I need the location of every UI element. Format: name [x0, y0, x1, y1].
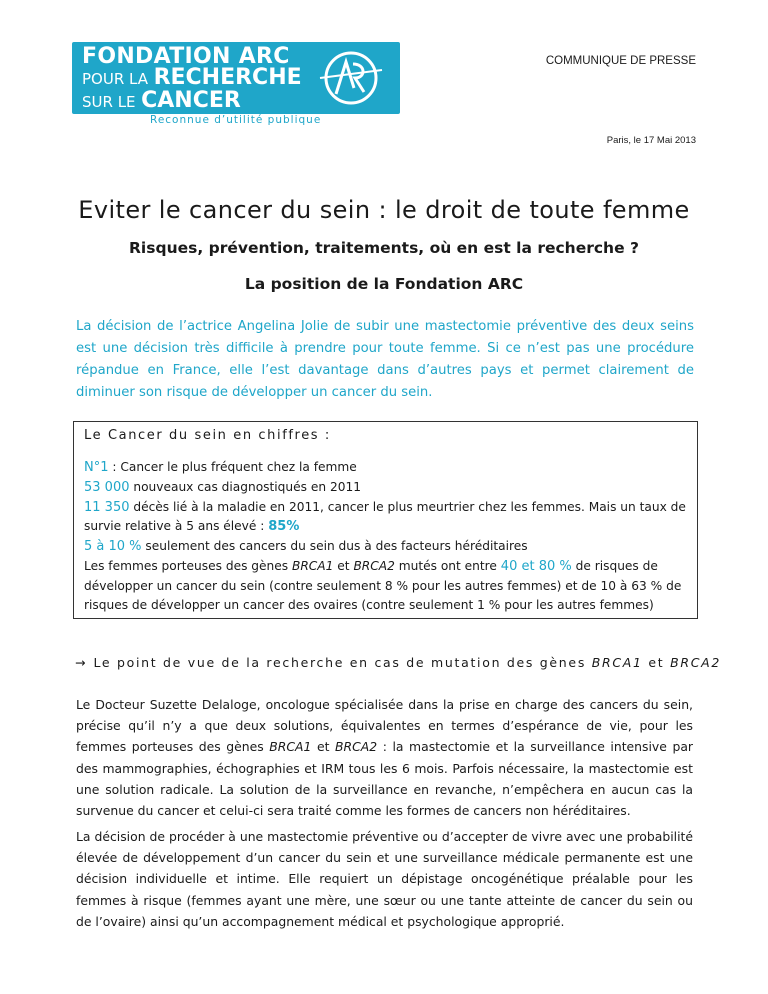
- figure-line: 53 000 nouveaux cas diagnostiqués en 2011: [84, 479, 361, 495]
- figure-line: 5 à 10 % seulement des cancers du sein dus à des facteurs héréditaires: [84, 539, 528, 555]
- logo-tagline: Reconnue d’utilité publique: [150, 114, 322, 126]
- body-paragraph: La décision de procéder à une mastectomie préventive ou d’accepter de vivre avec une probabilité élevée de développement d’un cancer du sein et une surveillance médicale permanente est une décision individuelle et intime. Elle requiert un dépistage oncogénétique préalable pour les femmes à risque (femmes ayant une mère, une sœur ou une tante atteinte de cancer du sein ou de l’ovaire) ainsi qu’un accompagnement médical et psychologique approprié.: [76, 829, 693, 929]
- logo-line-2: POUR LA RECHERCHE: [82, 65, 302, 90]
- arrow-right-icon: →: [75, 655, 86, 670]
- press-release-label: COMMUNIQUE DE PRESSE: [545, 55, 696, 67]
- page-title: Eviter le cancer du sein : le droit de toute femme: [78, 196, 690, 224]
- fondation-arc-logo: [72, 42, 402, 128]
- body-paragraph: Le Docteur Suzette Delaloge, oncologue spécialisée dans la prise en charge des cancers du sein, précise qu’il n’y a que deux solutions, équivalentes en termes d’espérance de vie, pour les femmes porteuses des gènes BRCA1 et BRCA2 : la mastectomie et la surveillance intensive par des mammographies, échographies et IRM tous les 6 mois. Parfois nécessaire, la mastectomie est une solution radicale. La solution de la surveillance en revanche, n’empêchera en aucun cas la survenue du cancer et celui-ci sera traité comme les formes de cancers non héréditaires.: [76, 697, 694, 819]
- section-heading: → Le point de vue de la recherche en cas de mutation des gènes BRCA1 et BRCA2: [75, 655, 722, 670]
- subtitle-position: La position de la Fondation ARC: [244, 275, 524, 293]
- logo-line-1: FONDATION ARC: [82, 44, 290, 69]
- arc-emblem-icon: [312, 48, 390, 108]
- release-date: Paris, le 17 Mai 2013: [606, 135, 696, 146]
- figure-line: Les femmes porteuses des gènes BRCA1 et BRCA2 mutés ont entre 40 et 80 % de risques de développer un cancer du sein (contre seulement 8 % pour les autres femmes) et de 10 à 63 % de risques de développer un cancer des ovaires (contre seulement 1 % pour les autres femmes): [84, 558, 682, 612]
- subtitle: Risques, prévention, traitements, où en est la recherche ?: [129, 239, 639, 257]
- intro-paragraph: La décision de l’actrice Angelina Jolie de subir une mastectomie préventive des deux seins est une décision très difficile à prendre pour toute femme. Si ce n’est pas une procédure répandue en France, elle l’est davantage dans d’autres pays et permet clairement de diminuer son risque de développer un cancer du sein.: [76, 319, 694, 400]
- figure-line: 11 350 décès lié à la maladie en 2011, cancer le plus meurtrier chez les femmes. Mais un taux de survie relative à 5 ans élevé : 85%: [84, 499, 686, 535]
- logo-wordmark: [82, 46, 302, 113]
- key-figures-title: Le Cancer du sein en chiffres :: [84, 428, 331, 443]
- logo-line-3: SUR LE CANCER: [82, 88, 241, 113]
- figure-line: N°1 : Cancer le plus fréquent chez la femme: [84, 460, 357, 475]
- key-figures-box: [73, 421, 698, 619]
- key-figures-body: [84, 458, 689, 614]
